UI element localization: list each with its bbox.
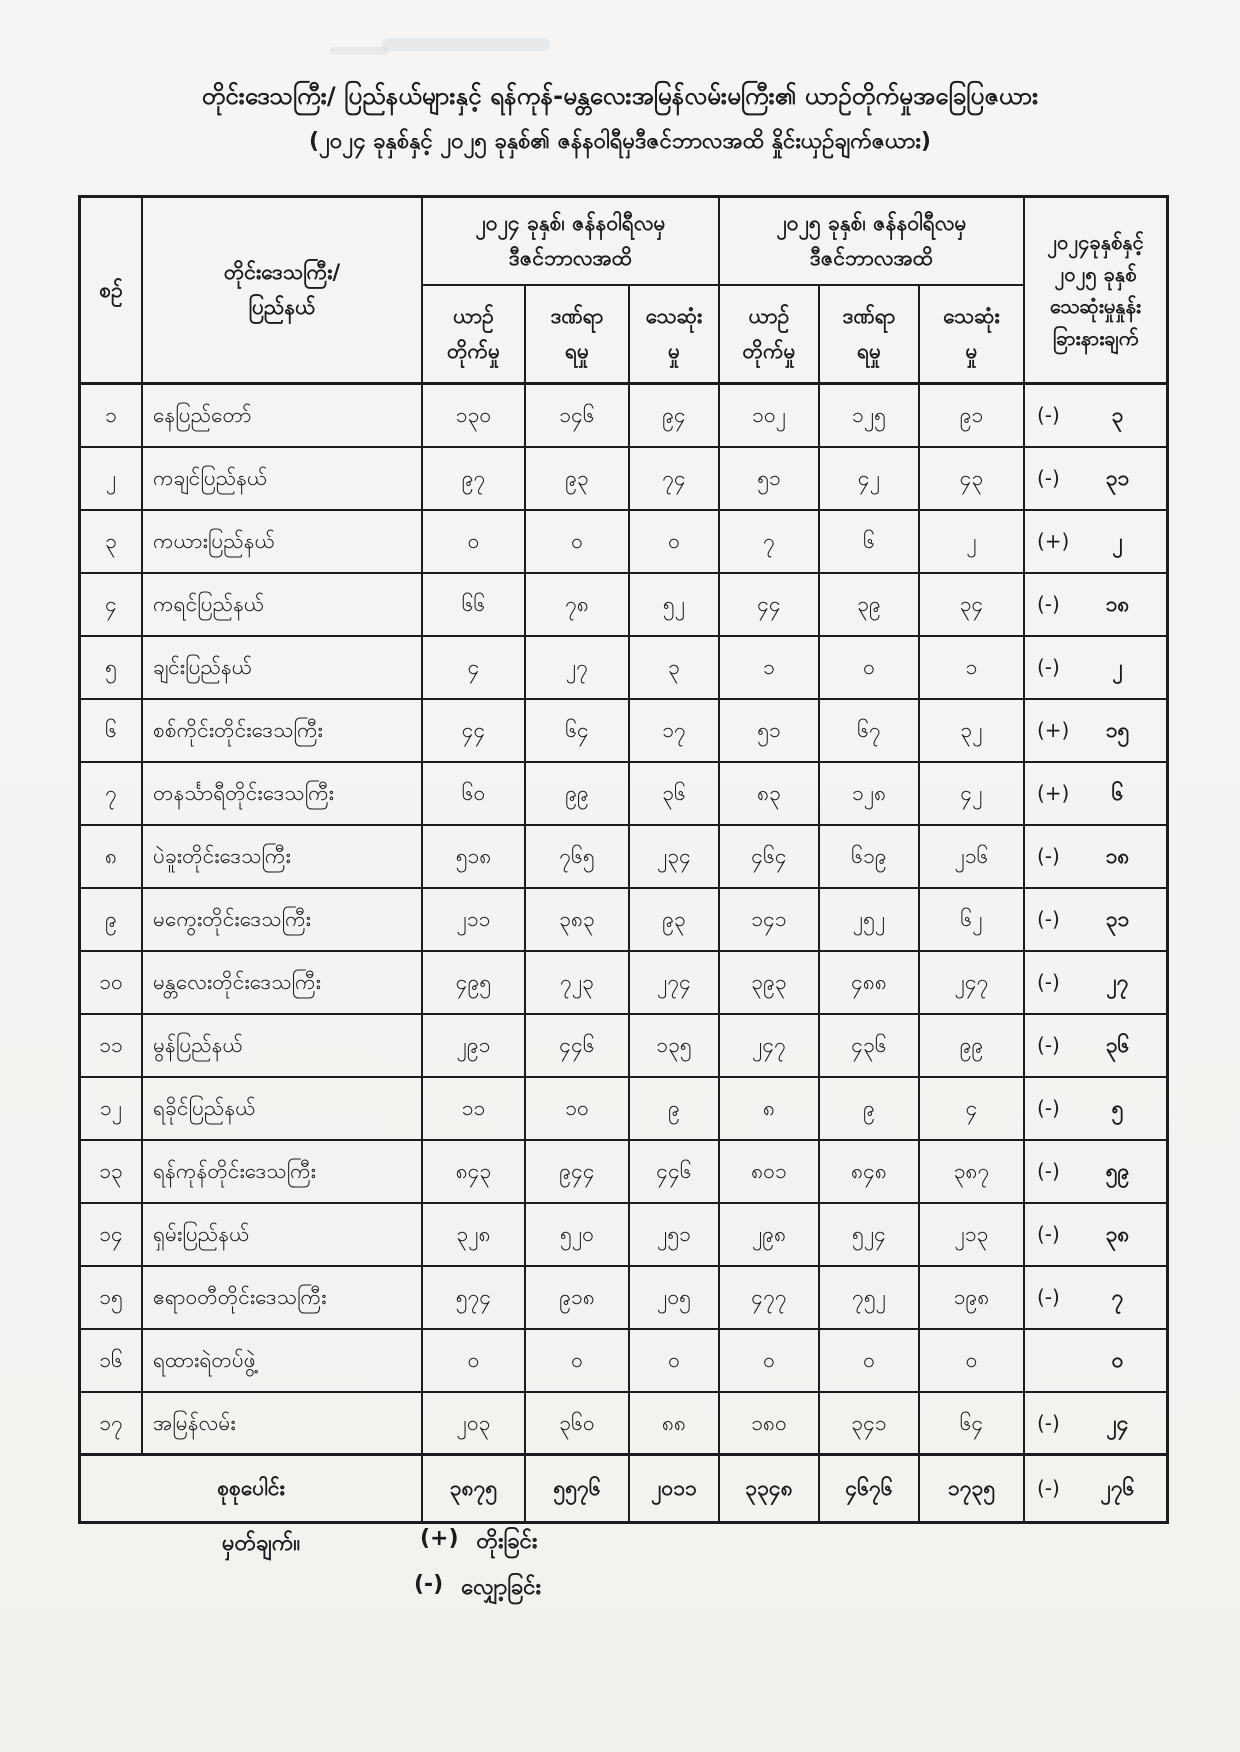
cell-diff xyxy=(1025,1078,1166,1141)
cell-value: ၆၁၉ xyxy=(820,826,920,889)
injuries-label-line1: ဒဏ်ရာ xyxy=(550,304,604,329)
cell-value: ၁၁ xyxy=(423,1078,526,1141)
cell-region-name: မကွေးတိုင်းဒေသကြီး xyxy=(143,889,423,952)
cell-row-no: ၆ xyxy=(81,700,143,763)
cell-region-name: ပဲခူးတိုင်းဒေသကြီး xyxy=(143,826,423,889)
cell-value: ၆၂ xyxy=(920,889,1025,952)
cell-region-name: ချင်းပြည်နယ် xyxy=(143,637,423,700)
cell-diff xyxy=(1025,1204,1166,1267)
cell-diff-sign: (-) xyxy=(1037,1033,1060,1057)
cell-row-no: ၇ xyxy=(81,763,143,826)
cell-value: ၈၄၈ xyxy=(820,1141,920,1204)
total-diff-sign: (-) xyxy=(1037,1476,1060,1500)
cell-region-name: ကချင်ပြည်နယ် xyxy=(143,448,423,511)
cell-value: ၇၈ xyxy=(526,574,630,637)
cell-value: ၈၃ xyxy=(720,763,820,826)
injuries-label-line1: ဒဏ်ရာ xyxy=(842,304,896,329)
col-group-2024 xyxy=(423,198,720,286)
cell-row-no: ၁၃ xyxy=(81,1141,143,1204)
cell-diff xyxy=(1025,574,1166,637)
cell-value: ၉၃ xyxy=(630,889,720,952)
col-group-2025-line2: ဒီဇင်ဘာလအထိ xyxy=(809,246,934,270)
cell-value: ၃၆၀ xyxy=(526,1393,630,1456)
cell-value: ၂၀၅ xyxy=(630,1267,720,1330)
cell-value: ၁၂၅ xyxy=(820,385,920,448)
cell-value: ၂ xyxy=(920,511,1025,574)
col-group-2025 xyxy=(720,198,1025,286)
cell-value: ၃၂ xyxy=(920,700,1025,763)
cell-row-no: ၁၁ xyxy=(81,1015,143,1078)
cell-diff-value: ၁၈ xyxy=(1105,844,1130,869)
total-value: ၃၈၇၅ xyxy=(423,1456,526,1521)
cell-value: ၁၄၁ xyxy=(720,889,820,952)
cell-diff-sign: (-) xyxy=(1037,403,1060,427)
cell-value: ၂၁၃ xyxy=(920,1204,1025,1267)
cell-value: ၂၅၂ xyxy=(820,889,920,952)
col-header-crashes-2024 xyxy=(423,286,526,385)
increase-label: တိုးခြင်း xyxy=(476,1529,538,1554)
cell-row-no: ၄ xyxy=(81,574,143,637)
injuries-label-line2: ရမှု xyxy=(564,339,590,363)
note-decrease xyxy=(414,1572,541,1605)
cell-diff-value: ၅ xyxy=(1111,1096,1124,1121)
cell-value: ၉၄၄ xyxy=(526,1141,630,1204)
cell-value: ၁၉၈ xyxy=(920,1267,1025,1330)
cell-diff-sign: (-) xyxy=(1037,844,1060,868)
cell-value: ၉၁ xyxy=(920,385,1025,448)
col-group-2024-line2: ဒီဇင်ဘာလအထိ xyxy=(508,246,633,270)
cell-diff-value: ၃၆ xyxy=(1105,1033,1130,1058)
cell-value: ၁၇ xyxy=(630,700,720,763)
injuries-label-line2: ရမှု xyxy=(856,339,882,363)
cell-diff xyxy=(1025,763,1166,826)
cell-row-no: ၁၇ xyxy=(81,1393,143,1456)
cell-row-no: ၁၅ xyxy=(81,1267,143,1330)
cell-value: ၀ xyxy=(630,1330,720,1393)
cell-value: ၈၈ xyxy=(630,1393,720,1456)
cell-row-no: ၈ xyxy=(81,826,143,889)
scan-artifact xyxy=(382,38,550,51)
cell-value: ၃ xyxy=(630,637,720,700)
cell-value: ၆ xyxy=(820,511,920,574)
cell-region-name: ရထားရဲတပ်ဖွဲ့ xyxy=(143,1330,423,1393)
col-header-diff-line3: သေဆုံးမှုနှုန်း xyxy=(1049,294,1141,318)
cell-value: ၁ xyxy=(720,637,820,700)
scan-artifact xyxy=(330,47,388,55)
cell-value: ၂၉၁ xyxy=(423,1015,526,1078)
col-header-deaths-2025 xyxy=(920,286,1025,385)
deaths-label-line2: မှု xyxy=(965,339,978,363)
cell-region-name: ကရင်ပြည်နယ် xyxy=(143,574,423,637)
total-value: ၄၆၇၆ xyxy=(820,1456,920,1521)
cell-value: ၅၁၈ xyxy=(423,826,526,889)
col-header-injuries-2024 xyxy=(526,286,630,385)
cell-value: ၁၃၀ xyxy=(423,385,526,448)
cell-value: ၂၁၆ xyxy=(920,826,1025,889)
cell-diff-value: ၁၈ xyxy=(1105,592,1130,617)
cell-value: ၆၇ xyxy=(820,700,920,763)
col-header-no-label: စဉ် xyxy=(99,277,123,302)
cell-region-name: မန္တလေးတိုင်းဒေသကြီး xyxy=(143,952,423,1015)
col-group-2025-line1: ၂၀၂၅ ခုနှစ်၊ ဇန်နဝါရီလမှ xyxy=(776,211,967,236)
crashes-label-line2: တိုက်မှု xyxy=(742,339,796,363)
cell-value: ၂၄၇ xyxy=(720,1015,820,1078)
note-label: မှတ်ချက်။ xyxy=(222,1531,301,1556)
cell-value: ၆၄ xyxy=(526,700,630,763)
cell-value: ၅၁ xyxy=(720,448,820,511)
cell-value: ၄၄၆ xyxy=(630,1141,720,1204)
cell-diff xyxy=(1025,1267,1166,1330)
cell-diff-value: ၃ xyxy=(1111,403,1124,428)
cell-row-no: ၅ xyxy=(81,637,143,700)
cell-value: ၉၉ xyxy=(920,1015,1025,1078)
cell-diff xyxy=(1025,952,1166,1015)
cell-region-name: မွန်ပြည်နယ် xyxy=(143,1015,423,1078)
cell-value: ၇၄ xyxy=(630,448,720,511)
cell-region-name: ရှမ်းပြည်နယ် xyxy=(143,1204,423,1267)
cell-value: ၄၃ xyxy=(920,448,1025,511)
cell-value: ၉ xyxy=(630,1078,720,1141)
cell-value: ၂၄၇ xyxy=(920,952,1025,1015)
cell-row-no: ၉ xyxy=(81,889,143,952)
cell-diff-sign: (-) xyxy=(1037,1222,1060,1246)
cell-value: ၀ xyxy=(526,511,630,574)
cell-value: ၂၇ xyxy=(526,637,630,700)
cell-value: ၆၆ xyxy=(423,574,526,637)
cell-diff-value: ၃၁ xyxy=(1105,907,1130,932)
cell-diff xyxy=(1025,1330,1166,1393)
cell-value: ၈၀၁ xyxy=(720,1141,820,1204)
cell-value: ၃၄၁ xyxy=(820,1393,920,1456)
cell-value: ၅၁ xyxy=(720,700,820,763)
cell-diff-sign: (+) xyxy=(1037,781,1070,805)
cell-diff-sign: (-) xyxy=(1037,592,1060,616)
crashes-label-line1: ယာဉ် xyxy=(748,304,790,329)
cell-value: ၃၈၃ xyxy=(526,889,630,952)
cell-diff xyxy=(1025,637,1166,700)
cell-row-no: ၃ xyxy=(81,511,143,574)
cell-value: ၃၈၇ xyxy=(920,1141,1025,1204)
minus-sign: (-) xyxy=(414,1572,444,1597)
cell-value: ၄၈၈ xyxy=(820,952,920,1015)
cell-diff xyxy=(1025,1393,1166,1456)
col-header-diff xyxy=(1025,198,1166,385)
cell-value: ၆၀ xyxy=(423,763,526,826)
col-header-diff-line2: ၂၀၂၅ ခုနှစ် xyxy=(1054,262,1137,286)
cell-diff xyxy=(1025,700,1166,763)
note-increase xyxy=(420,1526,537,1559)
cell-diff-sign: (-) xyxy=(1037,466,1060,490)
cell-value: ၃၆ xyxy=(630,763,720,826)
cell-value: ၀ xyxy=(630,511,720,574)
cell-region-name: စစ်ကိုင်းတိုင်းဒေသကြီး xyxy=(143,700,423,763)
cell-value: ၅၂၀ xyxy=(526,1204,630,1267)
cell-value: ၉၉ xyxy=(526,763,630,826)
cell-value: ၂၃၄ xyxy=(630,826,720,889)
total-diff-value: ၂၇၆ xyxy=(1100,1476,1135,1501)
cell-diff-sign: (-) xyxy=(1037,970,1060,994)
cell-region-name: အမြန်လမ်း xyxy=(143,1393,423,1456)
total-diff xyxy=(1025,1456,1166,1521)
cell-diff xyxy=(1025,448,1166,511)
cell-diff xyxy=(1025,511,1166,574)
cell-value: ၃၉၃ xyxy=(720,952,820,1015)
cell-diff-sign: (-) xyxy=(1037,655,1060,679)
cell-value: ၂၁၁ xyxy=(423,889,526,952)
cell-value: ၀ xyxy=(526,1330,630,1393)
document-subtitle: (၂၀၂၄ ခုနှစ်နှင့် ၂၀၂၅ ခုနှစ်၏ ဇန်နဝါရီမှဒီဇင်ဘာလအထိ နှိုင်းယှဉ်ချက်ဇယား) xyxy=(309,129,931,154)
cell-value: ၁၀၂ xyxy=(720,385,820,448)
cell-value: ၂၉၈ xyxy=(720,1204,820,1267)
cell-value: ၁၀ xyxy=(526,1078,630,1141)
accident-comparison-table xyxy=(78,195,1169,1524)
cell-value: ၄၉၅ xyxy=(423,952,526,1015)
cell-diff-value: ၂၄ xyxy=(1106,1410,1129,1435)
cell-value: ၄၆၄ xyxy=(720,826,820,889)
cell-diff-value: ၃၁ xyxy=(1105,466,1130,491)
deaths-label-line2: မှု xyxy=(668,339,680,363)
cell-value: ၂၅၁ xyxy=(630,1204,720,1267)
cell-diff-value: ၂ xyxy=(1112,655,1123,680)
deaths-label-line1: သေဆုံး xyxy=(645,304,703,329)
cell-region-name: ရခိုင်ပြည်နယ် xyxy=(143,1078,423,1141)
cell-value: ၄၄ xyxy=(423,700,526,763)
cell-value: ၀ xyxy=(720,1330,820,1393)
cell-value: ၃၉ xyxy=(820,574,920,637)
cell-row-no: ၁၀ xyxy=(81,952,143,1015)
cell-value: ၅၂ xyxy=(630,574,720,637)
cell-diff-sign: (+) xyxy=(1037,529,1070,553)
cell-diff-value: ၆ xyxy=(1111,781,1124,806)
cell-value: ၉၄ xyxy=(630,385,720,448)
cell-diff-value: ၁၅ xyxy=(1105,718,1130,743)
cell-value: ၇ xyxy=(720,511,820,574)
cell-diff xyxy=(1025,889,1166,952)
cell-row-no: ၁ xyxy=(81,385,143,448)
cell-value: ၇၆၅ xyxy=(526,826,630,889)
cell-value: ၉၁၈ xyxy=(526,1267,630,1330)
cell-diff-value: ၂၇ xyxy=(1106,970,1129,995)
cell-value: ၇၂၃ xyxy=(526,952,630,1015)
cell-value: ၅၂၄ xyxy=(820,1204,920,1267)
crashes-label-line1: ယာဉ် xyxy=(453,304,494,329)
cell-diff-sign: (-) xyxy=(1037,1285,1060,1309)
cell-diff xyxy=(1025,1141,1166,1204)
col-header-deaths-2024 xyxy=(630,286,720,385)
total-value: ၅၅၇၆ xyxy=(526,1456,630,1521)
cell-diff-sign: (-) xyxy=(1037,1159,1060,1183)
total-label: စုစုပေါင်း xyxy=(81,1456,423,1521)
cell-diff-value: ၂ xyxy=(1112,529,1123,554)
cell-row-no: ၂ xyxy=(81,448,143,511)
cell-value: ၆၄ xyxy=(920,1393,1025,1456)
cell-value: ၃၂၈ xyxy=(423,1204,526,1267)
total-value: ၃၃၄၈ xyxy=(720,1456,820,1521)
cell-value: ၇၅၂ xyxy=(820,1267,920,1330)
cell-value: ၈၄၃ xyxy=(423,1141,526,1204)
col-header-region-line2: ပြည်နယ် xyxy=(248,295,316,319)
cell-value: ၄ xyxy=(920,1078,1025,1141)
cell-value: ၃၄ xyxy=(920,574,1025,637)
cell-diff-sign: (+) xyxy=(1037,718,1070,742)
col-header-region xyxy=(143,198,423,385)
cell-value: ၄၄ xyxy=(720,574,820,637)
cell-region-name: ဧရာဝတီတိုင်းဒေသကြီး xyxy=(143,1267,423,1330)
cell-row-no: ၁၄ xyxy=(81,1204,143,1267)
cell-value: ၉ xyxy=(820,1078,920,1141)
cell-value: ၄၂ xyxy=(920,763,1025,826)
cell-value: ၄ xyxy=(423,637,526,700)
cell-diff-value: ၃၈ xyxy=(1105,1222,1130,1247)
cell-value: ၁၈၀ xyxy=(720,1393,820,1456)
col-header-region-line1: တိုင်းဒေသကြီး/ xyxy=(223,260,341,285)
cell-value: ၂၇၄ xyxy=(630,952,720,1015)
cell-value: ၄၂ xyxy=(820,448,920,511)
cell-row-no: ၁၂ xyxy=(81,1078,143,1141)
cell-region-name: ကယားပြည်နယ် xyxy=(143,511,423,574)
cell-diff xyxy=(1025,826,1166,889)
col-header-crashes-2025 xyxy=(720,286,820,385)
cell-value: ၄၃၆ xyxy=(820,1015,920,1078)
cell-diff-value: ၀ xyxy=(1111,1348,1124,1373)
cell-value: ၉၃ xyxy=(526,448,630,511)
cell-region-name: ရန်ကုန်တိုင်းဒေသကြီး xyxy=(143,1141,423,1204)
cell-value: ၂၀၃ xyxy=(423,1393,526,1456)
cell-value: ၀ xyxy=(820,637,920,700)
cell-value: ၁ xyxy=(920,637,1025,700)
cell-value: ၀ xyxy=(423,511,526,574)
plus-sign: (+) xyxy=(420,1526,459,1551)
cell-value: ၁၃၅ xyxy=(630,1015,720,1078)
cell-region-name: နေပြည်တော် xyxy=(143,385,423,448)
cell-value: ၈ xyxy=(720,1078,820,1141)
cell-value: ၉၇ xyxy=(423,448,526,511)
cell-diff-sign: (-) xyxy=(1037,1410,1060,1435)
document-title: တိုင်းဒေသကြီး/ ပြည်နယ်များနှင့် ရန်ကုန်-မန္တလေးအမြန်လမ်းမကြီး၏ ယာဉ်တိုက်မှုအခြေပြဇယား xyxy=(201,82,1039,110)
col-header-diff-line1: ၂၀၂၄ခုနှစ်နှင့် xyxy=(1047,230,1144,254)
deaths-label-line1: သေဆုံး xyxy=(943,304,1000,329)
col-header-injuries-2025 xyxy=(820,286,920,385)
cell-diff-value: ၅၉ xyxy=(1105,1159,1130,1184)
cell-value: ၄၇၇ xyxy=(720,1267,820,1330)
total-value: ၂၀၁၁ xyxy=(630,1456,720,1521)
cell-value: ၀ xyxy=(423,1330,526,1393)
cell-value: ၁၄၆ xyxy=(526,385,630,448)
cell-value: ၅၇၄ xyxy=(423,1267,526,1330)
cell-diff xyxy=(1025,1015,1166,1078)
col-header-no xyxy=(81,198,143,385)
cell-diff-sign: (-) xyxy=(1037,1096,1060,1120)
cell-diff-sign: (-) xyxy=(1037,907,1060,931)
total-value: ၁၇၃၅ xyxy=(920,1456,1025,1521)
decrease-label: လျှော့ခြင်း xyxy=(461,1575,542,1600)
cell-value: ၄၄၆ xyxy=(526,1015,630,1078)
crashes-label-line2: တိုက်မှု xyxy=(447,339,500,363)
cell-diff xyxy=(1025,385,1166,448)
cell-value: ၀ xyxy=(820,1330,920,1393)
col-header-diff-line4: ခြားနားချက် xyxy=(1052,326,1139,350)
cell-row-no: ၁၆ xyxy=(81,1330,143,1393)
cell-value: ၁၂၈ xyxy=(820,763,920,826)
cell-diff-value: ၇ xyxy=(1111,1285,1124,1310)
cell-value: ၀ xyxy=(920,1330,1025,1393)
cell-region-name: တနင်္သာရီတိုင်းဒေသကြီး xyxy=(143,763,423,826)
col-group-2024-line1: ၂၀၂၄ ခုနှစ်၊ ဇန်နဝါရီလမှ xyxy=(475,211,666,236)
